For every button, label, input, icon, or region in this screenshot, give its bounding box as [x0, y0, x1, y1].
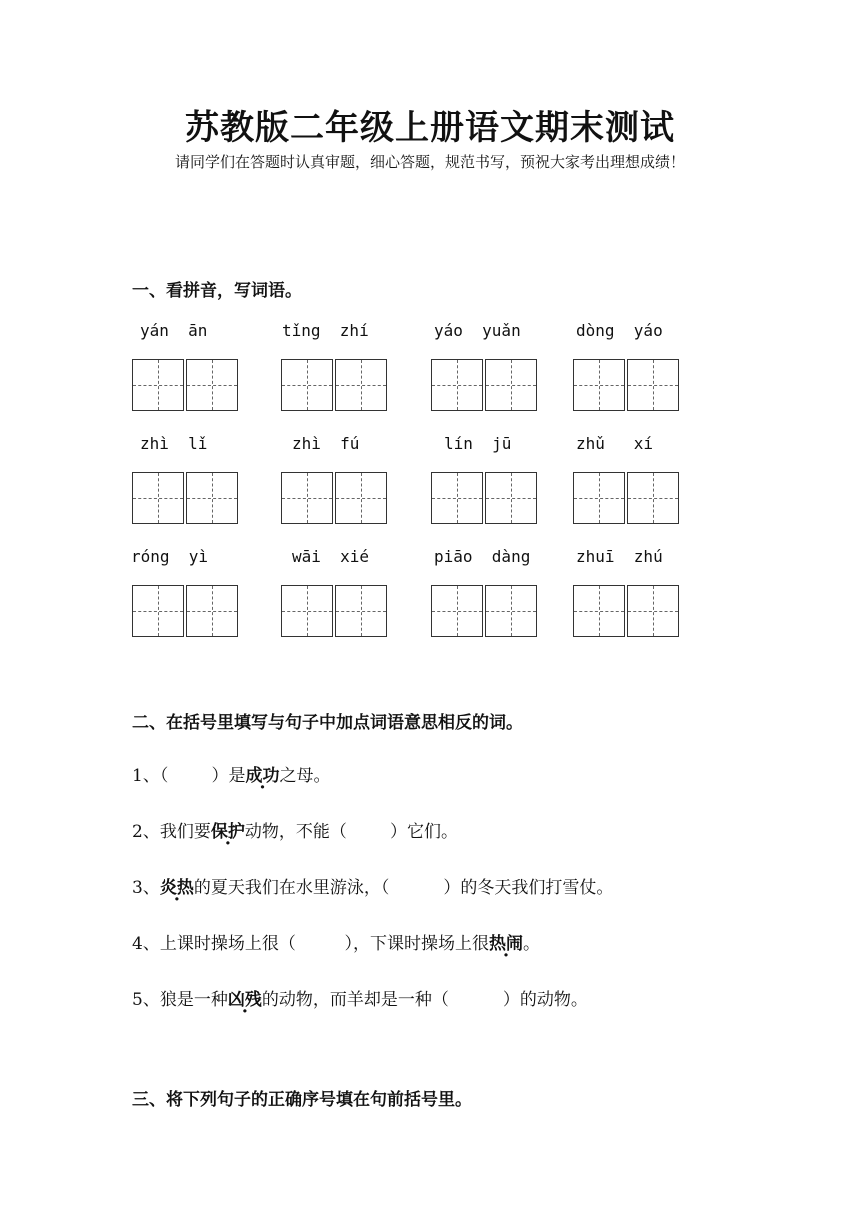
writing-grid-box[interactable] [485, 585, 537, 637]
pinyin-label: yán ān [140, 321, 208, 340]
writing-grid-box[interactable] [335, 472, 387, 524]
writing-grid-box[interactable] [431, 359, 483, 411]
pinyin-label: zhǔ xí [576, 434, 654, 453]
writing-grid-box[interactable] [627, 359, 679, 411]
dotted-word: 保护 [210, 822, 245, 842]
writing-grid-box[interactable] [573, 359, 625, 411]
writing-grid-box[interactable] [335, 359, 387, 411]
pinyin-label: wāi xié [292, 547, 370, 566]
dotted-word: 凶残 [227, 990, 262, 1010]
writing-grid-box[interactable] [132, 359, 184, 411]
writing-grid-box[interactable] [132, 472, 184, 524]
sentence-5: 5、狼是一种凶残的动物，而羊却是一种（ ）的动物。 [132, 990, 588, 1010]
writing-grid-box[interactable] [186, 472, 238, 524]
writing-grid-box[interactable] [485, 359, 537, 411]
pinyin-label: tǐng zhí [282, 321, 369, 340]
writing-grid-box[interactable] [186, 359, 238, 411]
writing-grid-box[interactable] [281, 359, 333, 411]
writing-grid-box[interactable] [573, 585, 625, 637]
writing-grid-box[interactable] [132, 585, 184, 637]
pinyin-label: zhì fú [292, 434, 360, 453]
pinyin-label: dòng yáo [576, 321, 663, 340]
writing-grid-box[interactable] [627, 585, 679, 637]
writing-grid-box[interactable] [335, 585, 387, 637]
writing-grid-box[interactable] [573, 472, 625, 524]
section-2-heading: 二、在括号里填写与句子中加点词语意思相反的词。 [132, 713, 523, 733]
sentence-1: 1、（ ）是成功之母。 [132, 766, 331, 786]
section-1-heading: 一、看拼音，写词语。 [132, 281, 302, 301]
dotted-word: 成功 [245, 766, 280, 786]
pinyin-label: zhuī zhú [576, 547, 663, 566]
sentence-3: 3、炎热的夏天我们在水里游泳，（ ）的冬天我们打雪仗。 [132, 878, 614, 898]
pinyin-label: lín jū [444, 434, 512, 453]
pinyin-label: róng yì [131, 547, 209, 566]
pinyin-label: piāo dàng [434, 547, 531, 566]
writing-grid-box[interactable] [281, 472, 333, 524]
writing-grid-box[interactable] [627, 472, 679, 524]
sentence-4: 4、上课时操场上很（ ），下课时操场上很热闹。 [132, 934, 540, 954]
sentence-2: 2、我们要保护动物，不能（ ）它们。 [132, 822, 459, 842]
section-3-heading: 三、将下列句子的正确序号填在句前括号里。 [132, 1090, 472, 1110]
pinyin-label: yáo yuǎn [434, 321, 521, 340]
dotted-word: 热闹 [488, 934, 523, 954]
writing-grid-box[interactable] [431, 585, 483, 637]
page-subtitle: 请同学们在答题时认真审题，细心答题，规范书写，预祝大家考出理想成绩！ [174, 153, 685, 171]
page-title: 苏教版二年级上册语文期末测试 [185, 108, 675, 148]
writing-grid-box[interactable] [485, 472, 537, 524]
writing-grid-box[interactable] [281, 585, 333, 637]
pinyin-label: zhì lǐ [140, 434, 208, 453]
writing-grid-box[interactable] [431, 472, 483, 524]
dotted-word: 炎热 [159, 878, 194, 898]
writing-grid-box[interactable] [186, 585, 238, 637]
